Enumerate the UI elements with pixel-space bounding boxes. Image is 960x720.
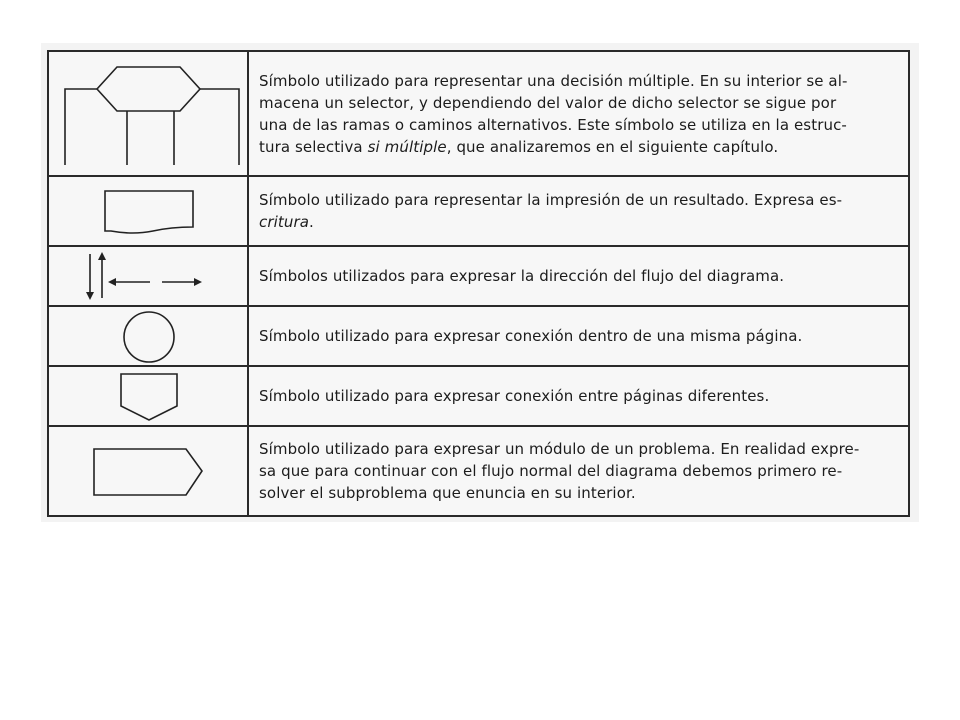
table-row <box>49 427 908 515</box>
symbol-cell <box>49 52 249 175</box>
symbol-description <box>249 177 908 245</box>
description-line: solver el subproblema que enuncia en su interior. <box>259 484 636 502</box>
description-line: Símbolo utilizado para representar la impresión de un resultado. Expresa es- <box>259 191 843 209</box>
table-row <box>49 247 908 307</box>
description-line: Símbolo utilizado para expresar conexión entre páginas diferentes. <box>259 387 770 405</box>
description-line <box>259 211 842 233</box>
description-line: Símbolo utilizado para representar una decisión múltiple. En su interior se al- <box>259 71 848 90</box>
description-line: Símbolos utilizados para expresar la dirección del flujo del diagrama. <box>259 267 785 285</box>
print-document-icon <box>93 183 203 239</box>
symbol-cell <box>49 367 249 425</box>
flow-arrows-icon <box>78 248 218 304</box>
description-emphasis: si múltiple <box>367 137 447 156</box>
symbol-description <box>249 52 908 175</box>
module-icon <box>88 441 208 501</box>
scanned-page <box>41 43 919 522</box>
description-text: , que analizaremos en el siguiente capítulo. <box>446 137 779 156</box>
symbol-description <box>249 247 908 305</box>
description-line: una de las ramas o caminos alternativos. Este símbolo se utiliza en la estruc- <box>259 115 847 134</box>
table-row <box>49 367 908 427</box>
description-line: sa que para continuar con el flujo normal del diagrama debemos primero re- <box>259 462 843 480</box>
table-row <box>49 177 908 247</box>
table-row <box>49 52 908 177</box>
on-page-connector-icon <box>113 308 183 364</box>
table-row <box>49 307 908 367</box>
description-text: . <box>309 213 314 231</box>
symbol-cell <box>49 427 249 515</box>
description-line <box>259 136 848 158</box>
symbol-cell <box>49 307 249 365</box>
multiple-decision-icon <box>53 59 243 169</box>
description-line: Símbolo utilizado para expresar conexión dentro de una misma página. <box>259 327 803 345</box>
off-page-connector-icon <box>113 368 183 424</box>
description-line: Símbolo utilizado para expresar un módulo de un problema. En realidad expre- <box>259 440 860 458</box>
flowchart-symbols-table <box>47 50 910 517</box>
symbol-description <box>249 307 908 365</box>
description-line: macena un selector, y dependiendo del valor de dicho selector se sigue por <box>259 93 837 112</box>
symbol-cell <box>49 247 249 305</box>
symbol-cell <box>49 177 249 245</box>
symbol-description <box>249 427 908 515</box>
symbol-description <box>249 367 908 425</box>
description-text: tura selectiva <box>259 137 368 156</box>
description-emphasis: critura <box>259 213 310 231</box>
